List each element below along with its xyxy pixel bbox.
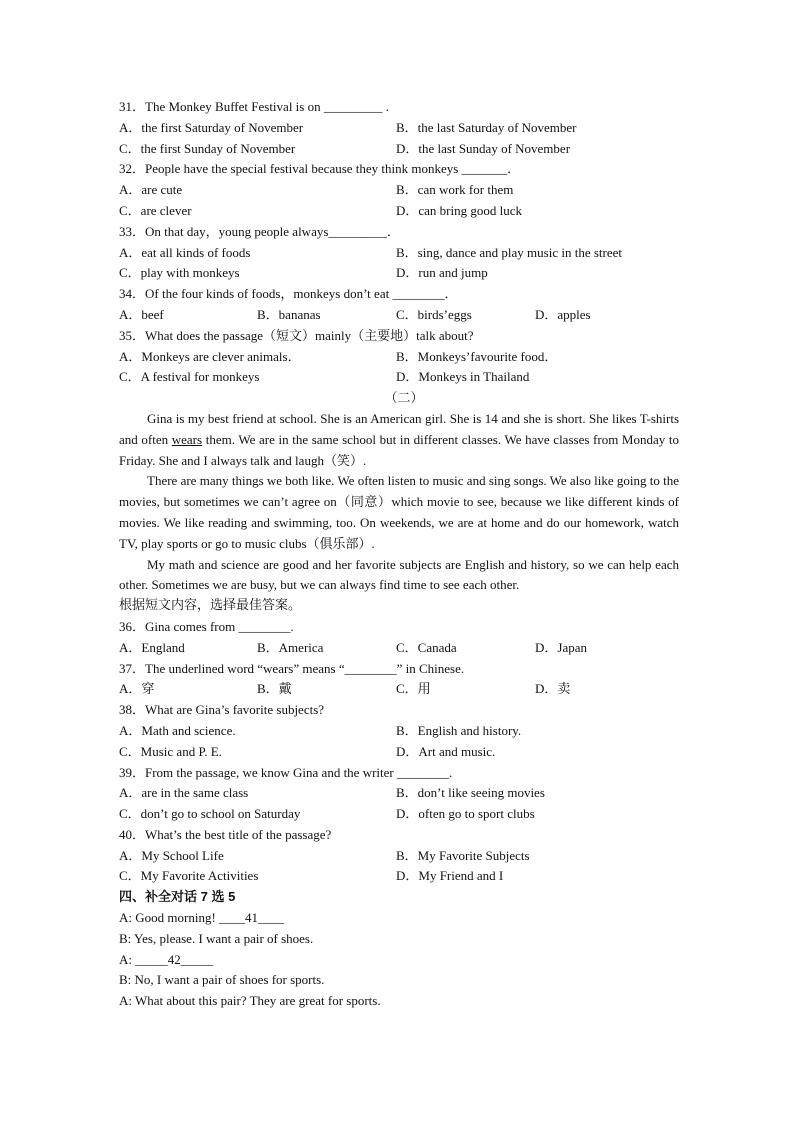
passage-p1-before: Gina is my best friend at school. She is an American girl. She is 14 and she is short. She likes T-shirts and often	[119, 410, 679, 447]
q35-stem: 35．What does the passage（短文）mainly（主要地）talk about?	[119, 327, 474, 343]
q39-options-row1	[119, 783, 679, 804]
q34-option-d[interactable]: D．apples	[535, 306, 591, 322]
passage-paragraph-1	[119, 409, 679, 471]
q34-option-c[interactable]: C．birds’eggs	[396, 306, 472, 322]
q37-option-c[interactable]: C．用	[396, 681, 431, 697]
q32-options-row1	[119, 180, 679, 201]
dialogue-line-2: B: Yes, please. I want a pair of shoes.	[119, 930, 314, 946]
q38-options-row2	[119, 742, 679, 763]
worksheet-page	[119, 97, 679, 1012]
q31-option-d[interactable]: D．the last Sunday of November	[396, 140, 571, 156]
q39-option-d[interactable]: D．often go to sport clubs	[396, 806, 535, 822]
q34-stem: 34．Of the four kinds of foods，monkeys don’t eat ________．	[119, 286, 458, 302]
q39-option-c[interactable]: C．don’t go to school on Saturday	[119, 806, 301, 822]
q35-option-c[interactable]: C．A festival for monkeys	[119, 369, 260, 385]
q31-stem: 31．The Monkey Buffet Festival is on _________ .	[119, 99, 389, 114]
q40-stem: 40．What’s the best title of the passage?	[119, 826, 332, 842]
q38-options-row1	[119, 721, 679, 742]
q32-option-c[interactable]: C．are clever	[119, 202, 192, 218]
section-2-title: （二）	[384, 390, 424, 406]
instruction: 根据短文内容，选择最佳答案。	[119, 598, 302, 614]
q36-option-c[interactable]: C．Canada	[396, 639, 457, 655]
q32-option-b[interactable]: B．can work for them	[396, 182, 514, 198]
q31-option-a[interactable]: A．the first Saturday of November	[119, 119, 304, 135]
blank-41[interactable]: ____41____	[219, 910, 285, 926]
q33-option-c[interactable]: C．play with monkeys	[119, 265, 240, 281]
q32-options-row2	[119, 201, 679, 222]
passage-p1-after: them. We are in the same school but in different classes. We have classes from Monday to Friday. She and I always talk and laugh（笑）.	[119, 431, 679, 468]
q31-option-c[interactable]: C．the first Sunday of November	[119, 140, 296, 156]
q37-option-b[interactable]: B．戴	[257, 681, 292, 697]
q39-options-row2	[119, 804, 679, 825]
q33-options-row2	[119, 263, 679, 284]
q31-options-row2	[119, 139, 679, 160]
q36-stem: 36．Gina comes from ________.	[119, 618, 294, 634]
underlined-word: wears	[171, 431, 203, 447]
q33-option-d[interactable]: D．run and jump	[396, 265, 488, 281]
q40-option-c[interactable]: C．My Favorite Activities	[119, 868, 259, 884]
q37-option-a[interactable]: A．穿	[119, 681, 155, 697]
q32-stem: 32．People have the special festival because they think monkeys _______．	[119, 161, 521, 177]
q36-option-d[interactable]: D．Japan	[535, 639, 587, 655]
q38-option-c[interactable]: C．Music and P. E.	[119, 743, 222, 759]
q40-options-row1	[119, 846, 679, 867]
q39-option-a[interactable]: A．are in the same class	[119, 785, 249, 801]
dialogue-line-1	[119, 908, 679, 929]
q34-option-a[interactable]: A．beef	[119, 306, 164, 322]
q40-options-row2	[119, 866, 679, 887]
q39-option-b[interactable]: B．don’t like seeing movies	[396, 785, 545, 801]
passage-paragraph-3: My math and science are good and her favorite subjects are English and history, so we can help each other. Sometimes we are busy, but we can always find time to see each other.	[119, 556, 679, 593]
q37-options	[119, 679, 679, 700]
q33-option-a[interactable]: A．eat all kinds of foods	[119, 244, 251, 260]
dialogue-line-5: A: What about this pair? They are great for sports.	[119, 993, 381, 1009]
blank-42[interactable]: _____42_____	[135, 951, 214, 967]
q33-option-b[interactable]: B．sing, dance and play music in the street	[396, 244, 623, 260]
q35-option-a[interactable]: A．Monkeys are clever animals．	[119, 348, 301, 364]
q40-option-d[interactable]: D．My Friend and I	[396, 868, 504, 884]
q33-stem: 33．On that day，young people always_________．	[119, 223, 400, 239]
q34-option-b[interactable]: B．bananas	[257, 306, 321, 322]
q35-options-row1	[119, 347, 679, 368]
q38-option-b[interactable]: B．English and history.	[396, 722, 522, 738]
passage-paragraph-2: There are many things we both like. We often listen to music and sing songs. We also like going to the movies, but sometimes we can’t agree on（同意）which movie to see, because we like different kinds of movies. We like reading and swimming, too. On weekends, we are at home and do our homework, watch TV, play sports or go to music clubs（俱乐部）.	[119, 473, 679, 551]
q40-option-b[interactable]: B．My Favorite Subjects	[396, 847, 530, 863]
q37-option-d[interactable]: D．卖	[535, 681, 571, 697]
q40-option-a[interactable]: A．My School Life	[119, 847, 224, 863]
q35-option-b[interactable]: B．Monkeys’favourite food．	[396, 348, 558, 364]
q32-option-a[interactable]: A．are cute	[119, 182, 183, 198]
q38-option-a[interactable]: A．Math and science.	[119, 722, 236, 738]
q33-options-row1	[119, 243, 679, 264]
q38-option-d[interactable]: D．Art and music.	[396, 743, 496, 759]
dialogue-line-4: B: No, I want a pair of shoes for sports.	[119, 972, 325, 988]
dialogue-l3-text: A:	[119, 951, 136, 967]
dialogue-l1-text: A: Good morning!	[119, 910, 220, 926]
q36-options	[119, 638, 679, 659]
q38-stem: 38．What are Gina’s favorite subjects?	[119, 702, 325, 718]
dialogue-line-3	[119, 950, 679, 971]
q32-option-d[interactable]: D．can bring good luck	[396, 202, 523, 218]
q36-option-b[interactable]: B．America	[257, 639, 324, 655]
q39-stem: 39．From the passage, we know Gina and the writer ________.	[119, 764, 453, 780]
q36-option-a[interactable]: A．England	[119, 639, 185, 655]
section-4-title: 四、补全对话 7 选 5	[119, 889, 236, 905]
q31-option-b[interactable]: B．the last Saturday of November	[396, 119, 577, 135]
q35-option-d[interactable]: D．Monkeys in Thailand	[396, 369, 530, 385]
q37-stem: 37．The underlined word “wears” means “________” in Chinese.	[119, 660, 465, 676]
q35-options-row2	[119, 367, 679, 388]
q31-options-row1	[119, 118, 679, 139]
q34-options	[119, 305, 679, 326]
